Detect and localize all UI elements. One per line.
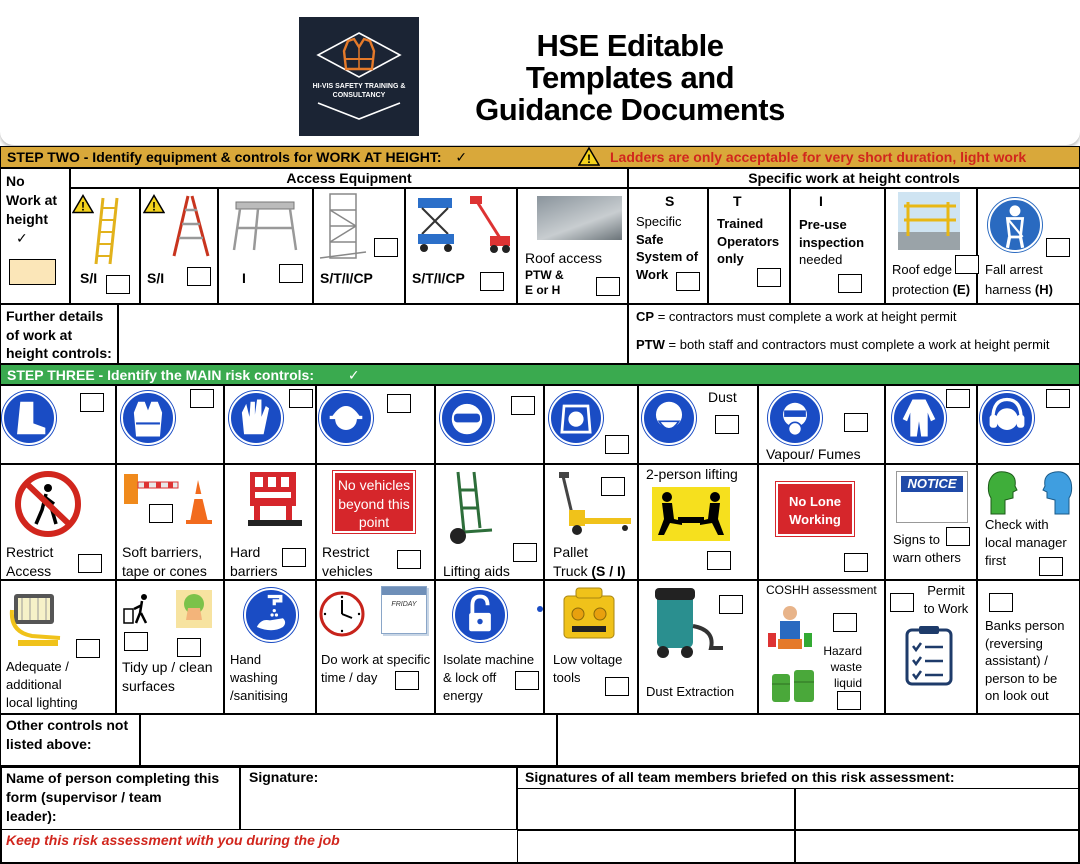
tidy-up-checkbox[interactable]	[124, 632, 148, 651]
clean-hands-icon	[176, 590, 212, 628]
hand-washing-icon	[244, 588, 298, 642]
lifting-aids-checkbox[interactable]	[513, 543, 537, 562]
ladder-checkbox[interactable]	[106, 275, 130, 294]
permit-to-work-checkbox[interactable]	[890, 593, 914, 612]
podium-checkbox[interactable]	[279, 264, 303, 283]
specific-time-checkbox[interactable]	[395, 671, 419, 690]
further-details-field[interactable]	[118, 304, 628, 364]
hard-barriers-checkbox[interactable]	[282, 548, 306, 567]
transformer-icon	[560, 586, 618, 644]
svg-text:!: !	[81, 199, 85, 214]
other-controls-field-2[interactable]	[557, 714, 1080, 766]
dust-extractor-icon	[645, 586, 727, 662]
step-two-banner: STEP TWO - Identify equipment & controls for WORK AT HEIGHT: ✓	[0, 146, 1080, 168]
clean-surfaces-checkbox[interactable]	[177, 638, 201, 657]
eye-protection-checkbox[interactable]	[511, 396, 535, 415]
podium-platform-icon	[228, 196, 302, 252]
team-signature-3[interactable]	[517, 830, 795, 864]
hazard-waste-checkbox[interactable]	[837, 691, 861, 710]
lighting-checkbox[interactable]	[76, 639, 100, 658]
keep-reminder: Keep this risk assessment with you during the job	[6, 832, 340, 848]
calendar-icon: FRIDAY	[381, 586, 427, 634]
isolate-checkbox[interactable]	[515, 671, 539, 690]
ladder-warning-text: Ladders are only acceptable for very short duration, light work	[610, 149, 1027, 165]
overalls-icon	[892, 391, 946, 445]
no-lone-working-sign: No Lone Working	[776, 482, 854, 536]
mewp-checkbox[interactable]	[480, 272, 504, 291]
work-light-icon	[8, 586, 70, 650]
risk-assessment-form: STEP TWO - Identify equipment & controls for WORK AT HEIGHT: ✓ ! Ladders are only acceptable for very short duration, light work No Work at height ✓ Access Equipment Specific work at height controls ! S/I ! S/I I S/T/I/CP S/T/I/CP Roof access PTW & E or H S Specific Safe System of Work T Trained Operators only I Pre-use inspection needed Roof edge protection (E) Fall arrest harness (H) Further details of work at height controls: CP = contractors must complete a work at height permit PTW = both staff and contractors must complete a work at height permit STEP THREE - Identify the MAIN risk controls: ✓ Dust Vapour/ Fumes Restrict Access Soft barriers, tape or cones Hard barriers No vehicles beyond this point Restrict vehicles Lifting aids Pallet Truck (S / I) 2-person lifting No Lone Working NOTICE Signs to warn others Check with local manager first Adequate / additional local lighting Tidy up / clean surfaces Hand washing /sanitising FRIDAY Do work at specific time / day Isolate machine & lock off energy Low voltage tools Dust Extraction COSHH assessment Hazard waste liquid Permit to Work Banks person (reversing assistant) / person to be on look out Other controls not listed above: Name of person completing this form (supervisor / team leader): Signature: Signatures of all team members briefed on this risk assessment: Keep this risk assessment with you during the job	[0, 146, 1080, 864]
warning-triangle-icon	[578, 147, 600, 166]
soft-barriers-checkbox[interactable]	[149, 504, 173, 523]
gloves-checkbox[interactable]	[289, 389, 313, 408]
pallet-truck-checkbox[interactable]	[601, 477, 625, 496]
dust-extraction-checkbox[interactable]	[719, 595, 743, 614]
ladder-icon	[93, 196, 123, 266]
coshh-person-icon	[766, 603, 814, 651]
svg-text:!: !	[152, 199, 156, 214]
roof-image	[537, 196, 622, 240]
warning-triangle-icon	[72, 194, 94, 214]
ear-defenders-checkbox[interactable]	[1046, 389, 1070, 408]
hi-vis-checkbox[interactable]	[190, 389, 214, 408]
sack-truck-icon	[444, 468, 496, 548]
face-shield-checkbox[interactable]	[605, 435, 629, 454]
dust-mask-checkbox[interactable]	[715, 415, 739, 434]
clipboard-checklist-icon	[903, 624, 955, 686]
scissor-lift-icon	[414, 194, 514, 254]
page-title: HSE Editable Templates and Guidance Documents	[475, 28, 785, 127]
low-voltage-checkbox[interactable]	[605, 677, 629, 696]
roof-edge-guardrail-icon	[898, 192, 960, 250]
two-person-lifting-checkbox[interactable]	[707, 551, 731, 570]
respirator-checkbox[interactable]	[844, 413, 868, 432]
no-vehicles-sign: No vehicles beyond this point	[333, 471, 415, 533]
no-entry-pedestrian-icon	[12, 470, 84, 538]
document-header	[0, 0, 1080, 146]
litter-bin-icon	[122, 593, 156, 625]
waste-drums-icon	[768, 666, 820, 706]
restrict-vehicles-checkbox[interactable]	[397, 550, 421, 569]
bullet-dot	[537, 606, 543, 612]
padlock-icon	[453, 588, 507, 642]
respirator-icon	[768, 391, 822, 445]
ear-defenders-icon	[980, 391, 1034, 445]
warning-triangle-icon	[143, 194, 165, 214]
hard-hat-checkbox[interactable]	[387, 394, 411, 413]
overalls-checkbox[interactable]	[946, 389, 970, 408]
safe-system-checkbox[interactable]	[676, 272, 700, 291]
check-with-manager-checkbox[interactable]	[1039, 557, 1063, 576]
hi-vis-vest-icon	[121, 391, 175, 445]
stepladder-checkbox[interactable]	[187, 267, 211, 286]
stepladder-icon	[170, 194, 212, 258]
svg-text:!: !	[587, 152, 591, 166]
clock-icon	[318, 590, 366, 638]
scaffold-tower-icon	[318, 192, 368, 262]
hi-vis-vest-icon	[314, 29, 404, 89]
face-shield-icon	[549, 391, 603, 445]
team-signature-2[interactable]	[795, 788, 1080, 830]
no-work-at-height-checkbox[interactable]	[9, 259, 56, 285]
logo-chevron	[314, 101, 404, 123]
step-three-banner: STEP THREE - Identify the MAIN risk controls: ✓	[0, 364, 1080, 385]
speaking-heads-icon	[985, 468, 1075, 516]
fall-arrest-checkbox[interactable]	[1046, 238, 1070, 257]
restrict-access-checkbox[interactable]	[78, 554, 102, 573]
eye-protection-icon	[440, 391, 494, 445]
logo-text: HI-VIS SAFETY TRAINING & CONSULTANCY	[312, 83, 406, 99]
gloves-icon	[229, 391, 283, 445]
signs-checkbox[interactable]	[946, 527, 970, 546]
harness-icon	[988, 198, 1042, 252]
no-lone-working-checkbox[interactable]	[844, 553, 868, 572]
hard-hat-icon	[319, 391, 373, 445]
banks-person-checkbox[interactable]	[989, 593, 1013, 612]
team-signature-4[interactable]	[795, 830, 1080, 864]
safety-boots-icon	[2, 391, 56, 445]
scaffold-checkbox[interactable]	[374, 238, 398, 257]
company-logo	[299, 17, 419, 136]
pre-use-inspection-checkbox[interactable]	[838, 274, 862, 293]
access-equipment-header: Access Equipment	[286, 170, 412, 186]
coshh-checkbox[interactable]	[833, 613, 857, 632]
dust-mask-icon	[642, 391, 696, 445]
notice-sign: NOTICE	[896, 471, 968, 523]
other-controls-field-1[interactable]	[140, 714, 557, 766]
two-person-lift-icon	[652, 487, 730, 541]
specific-controls-header: Specific work at height controls	[748, 170, 960, 186]
safety-boots-checkbox[interactable]	[80, 393, 104, 412]
trained-operators-checkbox[interactable]	[757, 268, 781, 287]
roof-access-checkbox[interactable]	[596, 277, 620, 296]
hard-barrier-icon	[246, 468, 304, 530]
team-signature-1[interactable]	[517, 788, 795, 830]
